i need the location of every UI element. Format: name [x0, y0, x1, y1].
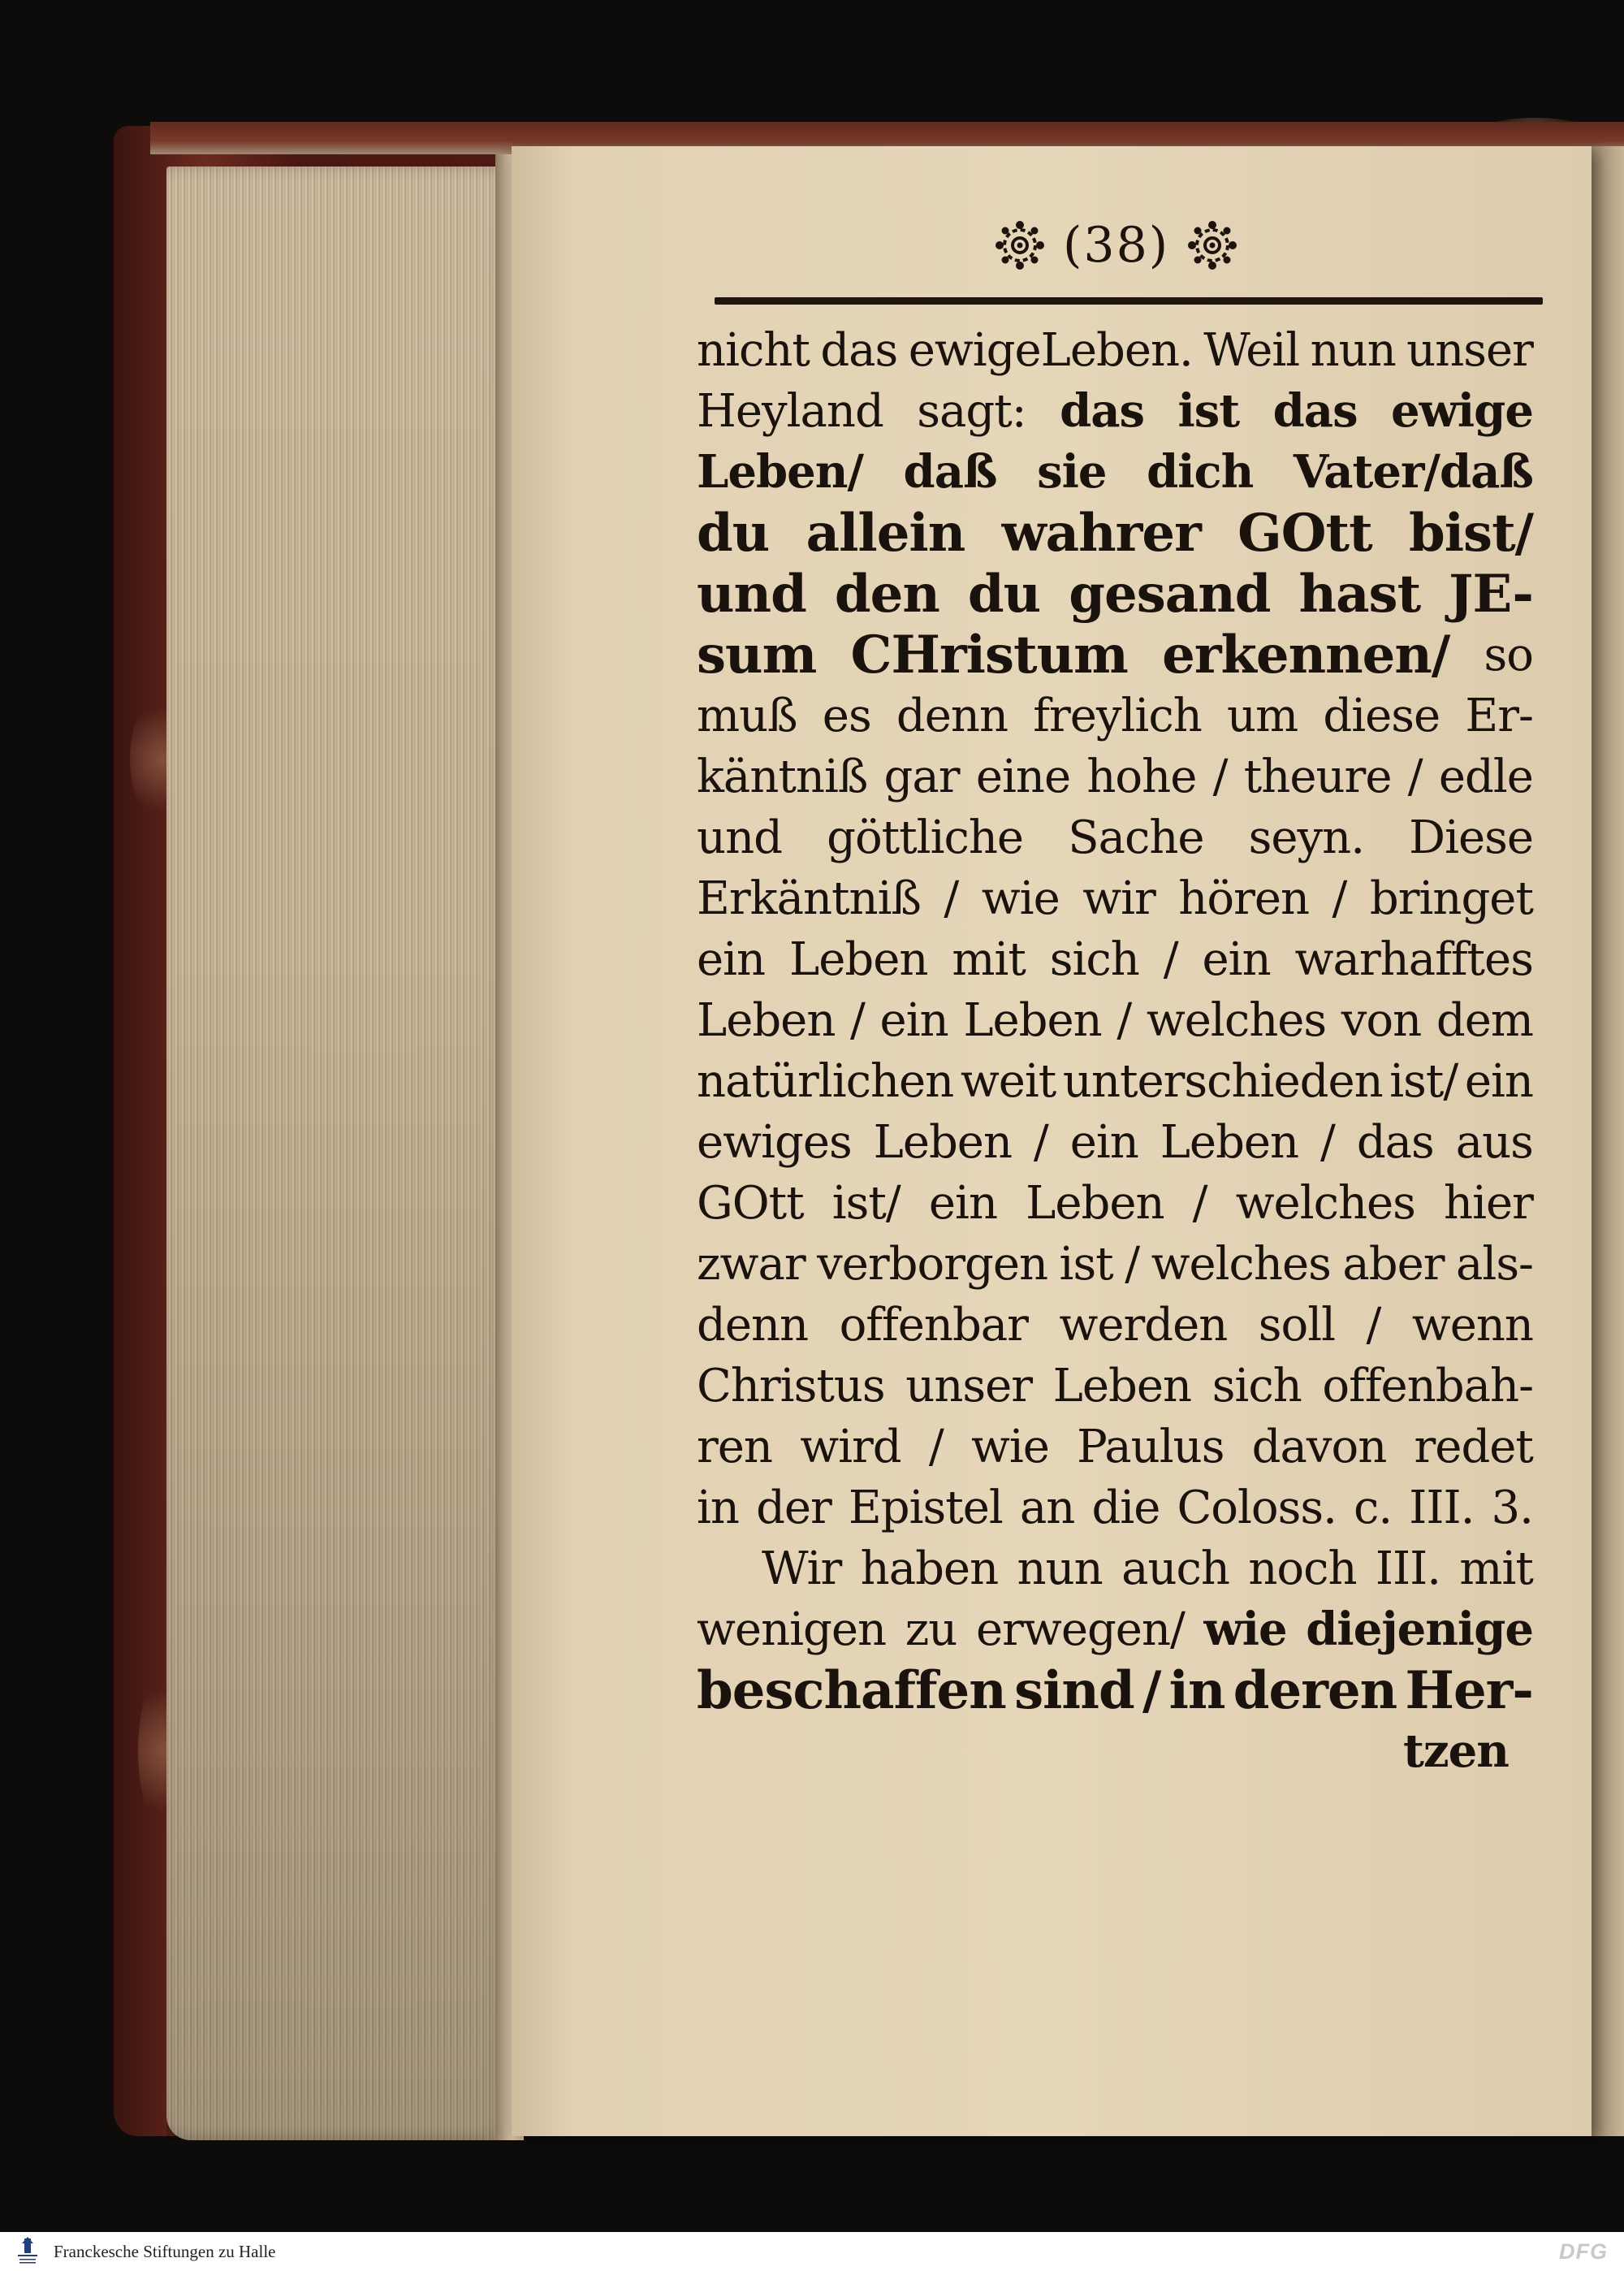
word: GOtt — [1237, 503, 1372, 564]
word: hören — [1178, 872, 1310, 925]
word: / — [1320, 1116, 1335, 1169]
word: die — [1091, 1482, 1160, 1534]
word: ein — [697, 933, 766, 986]
page-edges — [166, 167, 512, 2140]
word: Sache — [1068, 811, 1204, 864]
text-line — [697, 807, 1533, 868]
word: dem — [1436, 994, 1533, 1047]
footer-bar — [0, 2232, 1624, 2271]
word: unser — [905, 1360, 1033, 1412]
footer-institution: Franckesche Stiftungen zu Halle — [54, 2241, 276, 2261]
word: ewiges — [697, 1116, 852, 1169]
word: Leben — [697, 994, 836, 1047]
word: welches — [1146, 994, 1327, 1047]
word: Coloss. — [1177, 1482, 1337, 1534]
word: natürlichen — [697, 1055, 954, 1108]
word: offenbar — [839, 1299, 1028, 1352]
word: / — [850, 994, 865, 1047]
word: warhafftes — [1294, 933, 1533, 986]
word: unterschieden — [1062, 1055, 1383, 1108]
facing-page-edge — [1592, 146, 1624, 2136]
word: erkennen/ — [1162, 625, 1450, 686]
word: wie — [970, 1421, 1049, 1473]
text-line — [697, 381, 1533, 442]
text-line — [697, 1051, 1533, 1112]
word: / — [1366, 1299, 1381, 1352]
word: Paulus — [1077, 1421, 1224, 1473]
word: daß — [903, 445, 997, 499]
word: diejenige — [1306, 1603, 1533, 1656]
word: zwar — [697, 1238, 806, 1291]
word: das — [1356, 1116, 1434, 1169]
word: noch — [1248, 1542, 1357, 1595]
word: Leben — [1026, 1177, 1164, 1230]
word: den — [834, 564, 939, 625]
word: freylich — [1033, 690, 1202, 742]
word: JE- — [1449, 564, 1533, 625]
word: Erkäntniß — [697, 872, 921, 925]
word: ren — [697, 1421, 772, 1473]
page-header — [995, 213, 1237, 278]
word: du — [697, 503, 770, 564]
word: aus — [1455, 1116, 1533, 1169]
word: gesand — [1069, 564, 1271, 625]
word: wenn — [1411, 1299, 1533, 1352]
word: weit — [960, 1055, 1056, 1108]
text-line — [697, 1538, 1533, 1599]
word: 3. — [1491, 1482, 1533, 1534]
word: und — [697, 811, 782, 864]
text-line — [697, 868, 1533, 929]
word: seyn. — [1248, 811, 1365, 864]
word: auch — [1121, 1542, 1229, 1595]
word: deren — [1233, 1660, 1397, 1721]
word: Diese — [1409, 811, 1533, 864]
word: wir — [1082, 872, 1155, 925]
word: sich — [1212, 1360, 1302, 1412]
word: Vater/daß — [1293, 445, 1533, 499]
word: in — [1168, 1660, 1225, 1721]
text-line — [697, 990, 1533, 1051]
word: redet — [1414, 1421, 1533, 1473]
word: ist — [1059, 1238, 1113, 1291]
word: Epistel — [848, 1482, 1003, 1534]
text-line — [697, 746, 1533, 807]
word: ist/ — [1389, 1055, 1458, 1108]
word: tzen — [1402, 1724, 1509, 1778]
word: ist/ — [831, 1177, 901, 1230]
word: Leben/ — [697, 445, 863, 499]
word: welches — [1235, 1177, 1415, 1230]
word: ein — [1202, 933, 1271, 986]
word: mit — [1459, 1542, 1533, 1595]
text-line — [697, 564, 1533, 625]
word: nicht — [697, 324, 810, 377]
word: ewige — [1391, 384, 1533, 438]
word: Heyland — [697, 385, 883, 438]
text-line — [697, 320, 1533, 381]
word: nun — [1017, 1542, 1103, 1595]
word: sum — [697, 625, 817, 686]
word: / — [1125, 1238, 1140, 1291]
word: / — [1212, 751, 1228, 803]
word: Leben — [1160, 1116, 1299, 1169]
word: GOtt — [697, 1177, 804, 1230]
word: wie — [981, 872, 1060, 925]
word: wahrer — [1001, 503, 1201, 564]
text-line — [697, 625, 1533, 686]
word: III. — [1409, 1482, 1475, 1534]
word: offenbah- — [1322, 1360, 1533, 1412]
word: Wir — [762, 1542, 842, 1595]
word: wenigen — [697, 1603, 887, 1656]
word: / — [944, 872, 959, 925]
word: unser — [1406, 324, 1533, 377]
word: haben — [860, 1542, 999, 1595]
word: denn — [896, 690, 1009, 742]
word: c. — [1353, 1482, 1393, 1534]
text-line — [697, 1112, 1533, 1173]
text-line — [697, 1356, 1533, 1417]
word: und — [697, 564, 806, 625]
word: verborgen — [817, 1238, 1048, 1291]
word: bist/ — [1408, 503, 1533, 564]
text-line — [697, 503, 1533, 564]
page-number: (38) — [1063, 217, 1170, 274]
word: in — [697, 1482, 739, 1534]
word: hast — [1298, 564, 1421, 625]
word: sind — [1014, 1660, 1134, 1721]
word: beschaffen — [697, 1660, 1006, 1721]
text-line — [697, 686, 1533, 746]
word: ein — [879, 994, 948, 1047]
word: hohe — [1086, 751, 1197, 803]
word: von — [1341, 994, 1422, 1047]
text-line — [697, 1721, 1533, 1782]
text-line — [697, 1599, 1533, 1660]
word: Er- — [1465, 690, 1533, 742]
word: Leben — [789, 933, 928, 986]
word: ein — [928, 1177, 998, 1230]
word: III. — [1375, 1542, 1441, 1595]
header-rule — [715, 297, 1543, 305]
word: gar — [883, 751, 960, 803]
word: mit — [952, 933, 1026, 986]
word: denn — [697, 1299, 809, 1352]
word: du — [967, 564, 1041, 625]
text-line — [697, 929, 1533, 990]
word: diese — [1323, 690, 1440, 742]
word: nun — [1310, 324, 1396, 377]
word: / — [1192, 1177, 1207, 1230]
word: sich — [1049, 933, 1139, 986]
text-line — [697, 1173, 1533, 1234]
word: an — [1019, 1482, 1075, 1534]
word: als- — [1456, 1238, 1533, 1291]
word: soll — [1258, 1299, 1336, 1352]
word: so — [1484, 629, 1533, 681]
word: es — [822, 690, 871, 742]
dfg-logo: DFG — [1559, 2239, 1608, 2264]
word: göttliche — [827, 811, 1024, 864]
body-text — [697, 320, 1533, 1782]
text-line — [697, 442, 1533, 503]
word: / — [1163, 933, 1178, 986]
word: eine — [975, 751, 1071, 803]
text-line — [697, 1417, 1533, 1477]
word: / — [928, 1421, 944, 1473]
word: werden — [1059, 1299, 1228, 1352]
word: / — [1332, 872, 1347, 925]
word: Leben — [963, 994, 1102, 1047]
word: allein — [806, 503, 965, 564]
word: Weil — [1203, 324, 1300, 377]
franckesche-logo-icon — [11, 2235, 44, 2268]
flower-ornament-icon — [995, 220, 1045, 270]
word: ein — [1464, 1055, 1533, 1108]
word: muß — [697, 690, 797, 742]
word: ewigeLeben. — [908, 324, 1193, 377]
word: erwegen/ — [975, 1603, 1185, 1656]
word: der — [756, 1482, 831, 1534]
word: wird — [800, 1421, 901, 1473]
word: zu — [905, 1603, 957, 1656]
word: CHristum — [850, 625, 1128, 686]
word: davon — [1251, 1421, 1387, 1473]
word: aber — [1342, 1238, 1445, 1291]
word: Leben — [1052, 1360, 1192, 1412]
word: / — [1407, 751, 1423, 803]
word: Christus — [697, 1360, 885, 1412]
word: das — [820, 324, 898, 377]
word: welches — [1151, 1238, 1331, 1291]
word: sagt: — [917, 385, 1026, 438]
word: Her- — [1405, 1660, 1533, 1721]
word: um — [1227, 690, 1298, 742]
text-line — [697, 1660, 1533, 1721]
word: sie — [1037, 445, 1107, 499]
word: wie — [1203, 1603, 1287, 1656]
word: käntniß — [697, 751, 868, 803]
word: bringet — [1369, 872, 1533, 925]
word: dich — [1147, 445, 1254, 499]
word: hier — [1444, 1177, 1533, 1230]
word: edle — [1438, 751, 1533, 803]
text-line — [697, 1295, 1533, 1356]
word: das — [1060, 384, 1145, 438]
word: das — [1272, 384, 1358, 438]
flower-ornament-icon — [1187, 220, 1237, 270]
text-line — [697, 1234, 1533, 1295]
word: ein — [1069, 1116, 1138, 1169]
word: Leben — [873, 1116, 1013, 1169]
word: ist — [1177, 384, 1240, 438]
text-line — [697, 1477, 1533, 1538]
word: theure — [1243, 751, 1392, 803]
word: / — [1116, 994, 1132, 1047]
word: / — [1033, 1116, 1048, 1169]
word: / — [1142, 1660, 1161, 1721]
